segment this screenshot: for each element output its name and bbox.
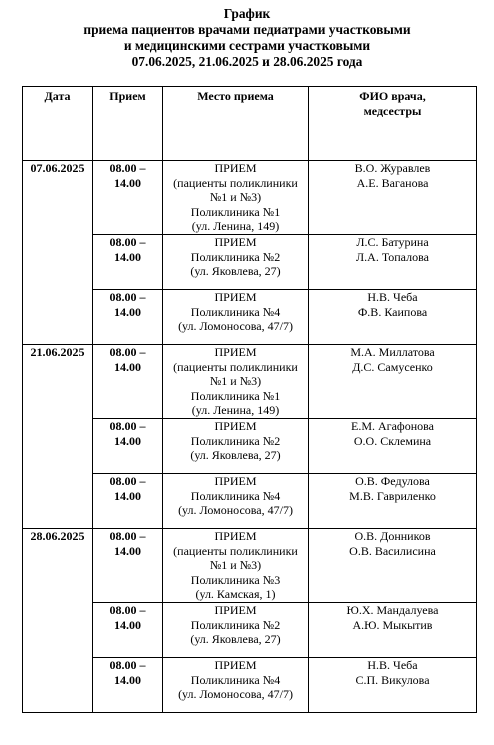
staff-name: О.О. Склемина: [353, 433, 432, 448]
time-line: 14.00: [114, 672, 141, 687]
staff-cell: [309, 419, 477, 474]
header-staff-line-2: медсестры: [363, 103, 422, 118]
date-cell: 21.06.2025: [23, 345, 93, 529]
time-line: 14.00: [114, 304, 141, 319]
staff-name: Д.С. Самусенко: [352, 359, 433, 374]
place-line: ПРИЕМ: [214, 529, 257, 543]
staff-cell: [309, 345, 477, 419]
time-cell: [93, 658, 163, 713]
time-cell: [93, 603, 163, 658]
schedule-table: [22, 86, 477, 713]
staff-cell: [309, 529, 477, 603]
place-cell: [163, 161, 309, 235]
time-line: 08.00 –: [109, 658, 146, 672]
staff-cell: [309, 658, 477, 713]
staff-name: Н.В. Чеба: [367, 290, 418, 304]
header-staff: [309, 87, 477, 161]
table-row: [23, 345, 477, 419]
place-cell: [163, 658, 309, 713]
place-line: (ул. Ленина, 149): [191, 403, 280, 418]
time-cell: [93, 161, 163, 235]
staff-name: Л.С. Батурина: [356, 235, 429, 249]
time-cell: [93, 529, 163, 603]
schedule-body: [23, 161, 477, 713]
time-line: 14.00: [114, 433, 141, 448]
header-place: Место приема: [163, 87, 309, 161]
place-line: Поликлиника №3: [190, 572, 281, 587]
place-cell: [163, 603, 309, 658]
document-title: [0, 6, 494, 70]
place-line: Поликлиника №4: [190, 304, 281, 319]
place-line: ПРИЕМ: [214, 345, 257, 359]
time-line: 14.00: [114, 359, 141, 374]
place-line: ПРИЕМ: [214, 290, 257, 304]
place-line: (ул. Ломоносова, 47/7): [178, 503, 293, 518]
place-line: (ул. Яковлева, 27): [190, 632, 281, 647]
date-cell: 07.06.2025: [23, 161, 93, 345]
place-line: Поликлиника №2: [190, 433, 281, 448]
date-cell: 28.06.2025: [23, 529, 93, 713]
place-line: №1 и №3): [209, 374, 262, 389]
staff-name: М.В. Гавриленко: [349, 488, 436, 503]
time-cell: [93, 474, 163, 529]
place-line: ПРИЕМ: [214, 658, 257, 672]
staff-name: Н.В. Чеба: [367, 658, 418, 672]
time-cell: [93, 419, 163, 474]
time-cell: [93, 345, 163, 419]
place-line: Поликлиника №4: [190, 488, 281, 503]
header-time: Прием: [93, 87, 163, 161]
time-line: 14.00: [114, 543, 141, 558]
staff-name: А.Ю. Мыкытив: [352, 617, 433, 632]
place-line: Поликлиника №1: [190, 388, 281, 403]
time-line: 08.00 –: [109, 290, 146, 304]
staff-name: Ю.Х. Мандалуева: [346, 603, 439, 617]
time-line: 08.00 –: [109, 529, 146, 543]
time-line: 08.00 –: [109, 161, 146, 175]
place-line: (ул. Ломоносова, 47/7): [178, 319, 293, 334]
table-row: [23, 161, 477, 235]
place-line: (ул. Яковлева, 27): [190, 264, 281, 279]
header-row: [23, 87, 477, 161]
staff-name: Ф.В. Каипова: [357, 304, 428, 319]
place-line: (ул. Яковлева, 27): [190, 448, 281, 463]
place-line: (ул. Ломоносова, 47/7): [178, 687, 293, 702]
staff-name: О.В. Федулова: [355, 474, 430, 488]
staff-name: А.Е. Ваганова: [356, 175, 429, 190]
time-line: 14.00: [114, 249, 141, 264]
staff-name: М.А. Миллатова: [350, 345, 435, 359]
place-line: Поликлиника №1: [190, 204, 281, 219]
place-line: ПРИЕМ: [214, 419, 257, 433]
time-line: 08.00 –: [109, 345, 146, 359]
place-cell: [163, 290, 309, 345]
staff-cell: [309, 603, 477, 658]
place-cell: [163, 419, 309, 474]
table-row: [23, 529, 477, 603]
place-cell: [163, 235, 309, 290]
staff-name: В.О. Журавлев: [354, 161, 431, 175]
place-line: №1 и №3): [209, 558, 262, 573]
place-line: ПРИЕМ: [214, 161, 257, 175]
place-line: ПРИЕМ: [214, 474, 257, 488]
time-cell: [93, 235, 163, 290]
place-line: (ул. Ленина, 149): [191, 219, 280, 234]
staff-name: Е.М. Агафонова: [351, 419, 434, 433]
place-line: ПРИЕМ: [214, 603, 257, 617]
title-line-1: График: [223, 6, 271, 21]
place-line: Поликлиника №2: [190, 249, 281, 264]
time-line: 08.00 –: [109, 419, 146, 433]
header-staff-line-1: ФИО врача,: [359, 89, 426, 103]
time-line: 08.00 –: [109, 474, 146, 488]
staff-cell: [309, 161, 477, 235]
place-line: Поликлиника №4: [190, 672, 281, 687]
place-line: №1 и №3): [209, 190, 262, 205]
place-line: (пациенты поликлиники: [173, 359, 298, 374]
staff-cell: [309, 290, 477, 345]
time-cell: [93, 290, 163, 345]
staff-name: О.В. Василисина: [349, 543, 436, 558]
staff-cell: [309, 474, 477, 529]
place-line: Поликлиника №2: [190, 617, 281, 632]
time-line: 14.00: [114, 175, 141, 190]
staff-name: О.В. Донников: [354, 529, 431, 543]
title-line-2: приема пациентов врачами педиатрами участковыми: [83, 22, 411, 37]
place-cell: [163, 345, 309, 419]
place-line: (пациенты поликлиники: [173, 543, 298, 558]
title-line-3: и медицинскими сестрами участковыми: [123, 38, 371, 53]
place-cell: [163, 529, 309, 603]
time-line: 08.00 –: [109, 235, 146, 249]
header-date: Дата: [23, 87, 93, 161]
time-line: 14.00: [114, 617, 141, 632]
place-line: ПРИЕМ: [214, 235, 257, 249]
title-line-4: 07.06.2025, 21.06.2025 и 28.06.2025 года: [131, 54, 363, 69]
place-line: (ул. Камская, 1): [195, 587, 276, 602]
place-cell: [163, 474, 309, 529]
place-line: (пациенты поликлиники: [173, 175, 298, 190]
staff-name: С.П. Викулова: [355, 672, 430, 687]
staff-cell: [309, 235, 477, 290]
time-line: 08.00 –: [109, 603, 146, 617]
time-line: 14.00: [114, 488, 141, 503]
staff-name: Л.А. Топалова: [356, 249, 429, 264]
